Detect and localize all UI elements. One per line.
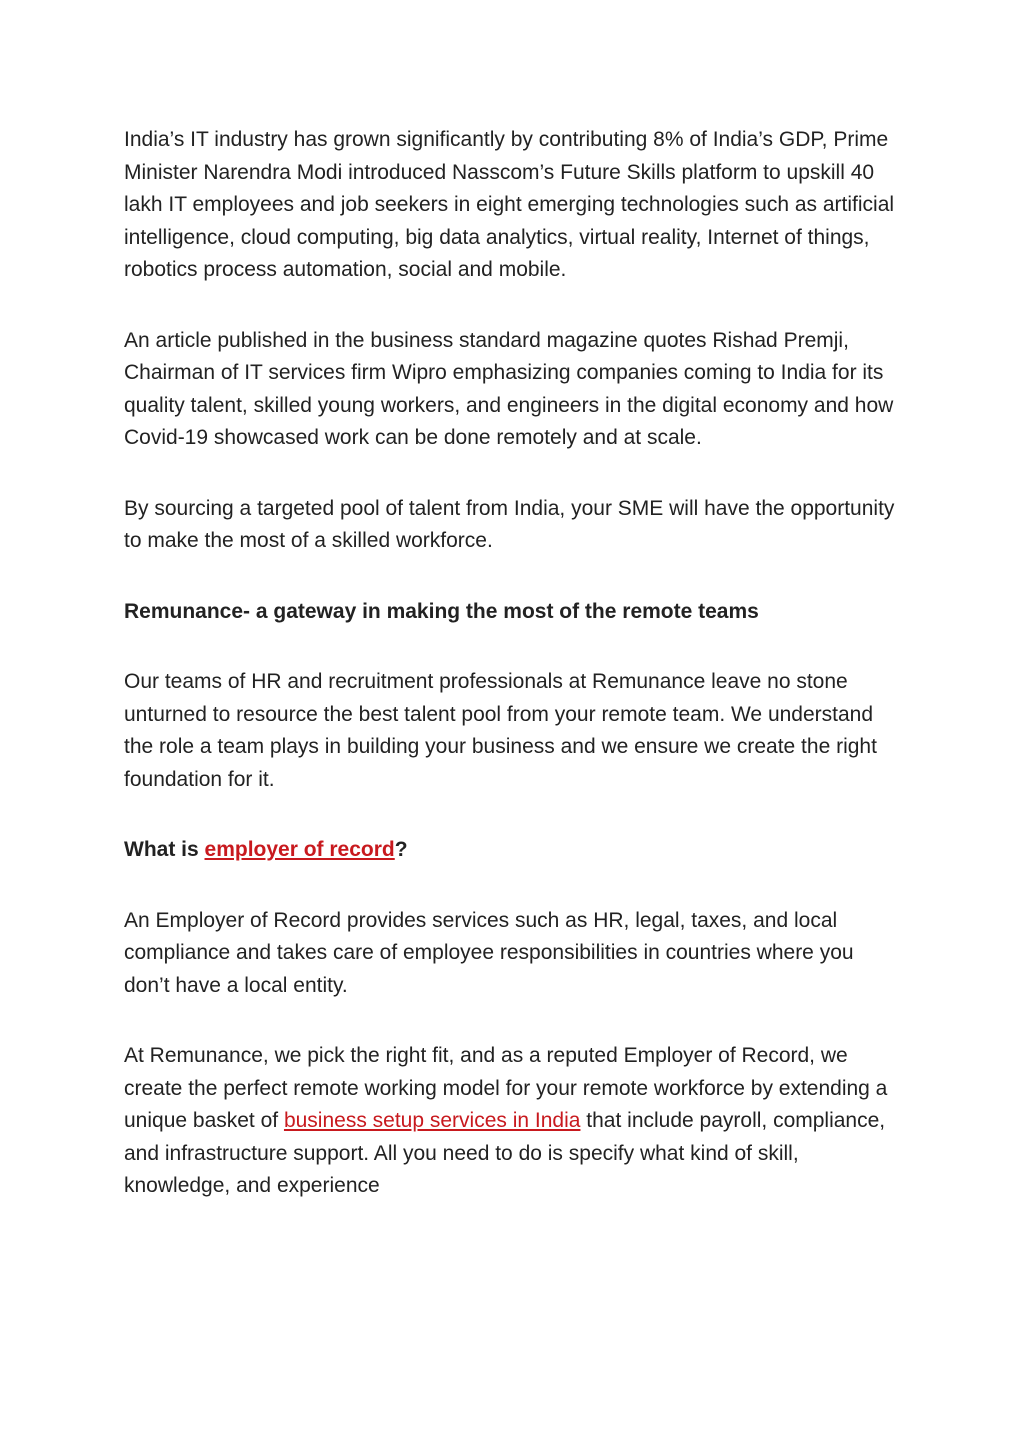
document-body — [124, 124, 904, 1241]
services-text-before: At Remunance, we pick the right fit, and as a reputed Employer of Record, we create the perfect remote working model for your remote workforce by extending a unique basket of — [124, 1044, 888, 1132]
business-setup-services-link[interactable]: business setup services in India — [283, 1109, 581, 1132]
heading-what-is-eor — [124, 834, 904, 867]
heading-eor-prefix: What is — [124, 838, 205, 861]
paragraph-it-industry: India’s IT industry has grown significantly by contributing 8% of India’s GDP, Prime Minister Narendra Modi introduced Nasscom’s Future Skills platform to upskill 40 lakh IT employees and job seekers in eight emerging technologies such as artificial intelligence, cloud computing, big data analytics, virtual reality, Internet of things, robotics process automation, social and mobile. — [124, 128, 895, 281]
paragraph-business-standard: An article published in the business standard magazine quotes Rishad Premji, Chairman of IT services firm Wipro emphasizing companies coming to India for its quality talent, skilled young workers, and engineers in the digital economy and how Covid-19 showcased work can be done remotely and at scale. — [124, 328, 894, 449]
employer-of-record-link[interactable]: employer of record — [204, 838, 395, 861]
paragraph-remunance-services — [124, 1040, 904, 1203]
paragraph-hr-teams: Our teams of HR and recruitment professionals at Remunance leave no stone unturned to resource the best talent pool from your remote team. We understand the role a team plays in building your business and we ensure we create the right foundation for it. — [124, 670, 877, 791]
services-text-after: that include payroll, compliance, and infrastructure support. All you need to do is specify what kind of skill, knowledge, and experience — [124, 1109, 886, 1197]
heading-remunance-gateway: Remunance- a gateway in making the most of the remote teams — [124, 599, 759, 623]
paragraph-sourcing-talent: By sourcing a targeted pool of talent from India, your SME will have the opportunity to make the most of a skilled workforce. — [124, 496, 895, 552]
heading-eor-suffix: ? — [394, 838, 408, 861]
paragraph-eor-definition: An Employer of Record provides services such as HR, legal, taxes, and local compliance and takes care of employee responsibilities in countries where you don’t have a local entity. — [124, 908, 854, 997]
